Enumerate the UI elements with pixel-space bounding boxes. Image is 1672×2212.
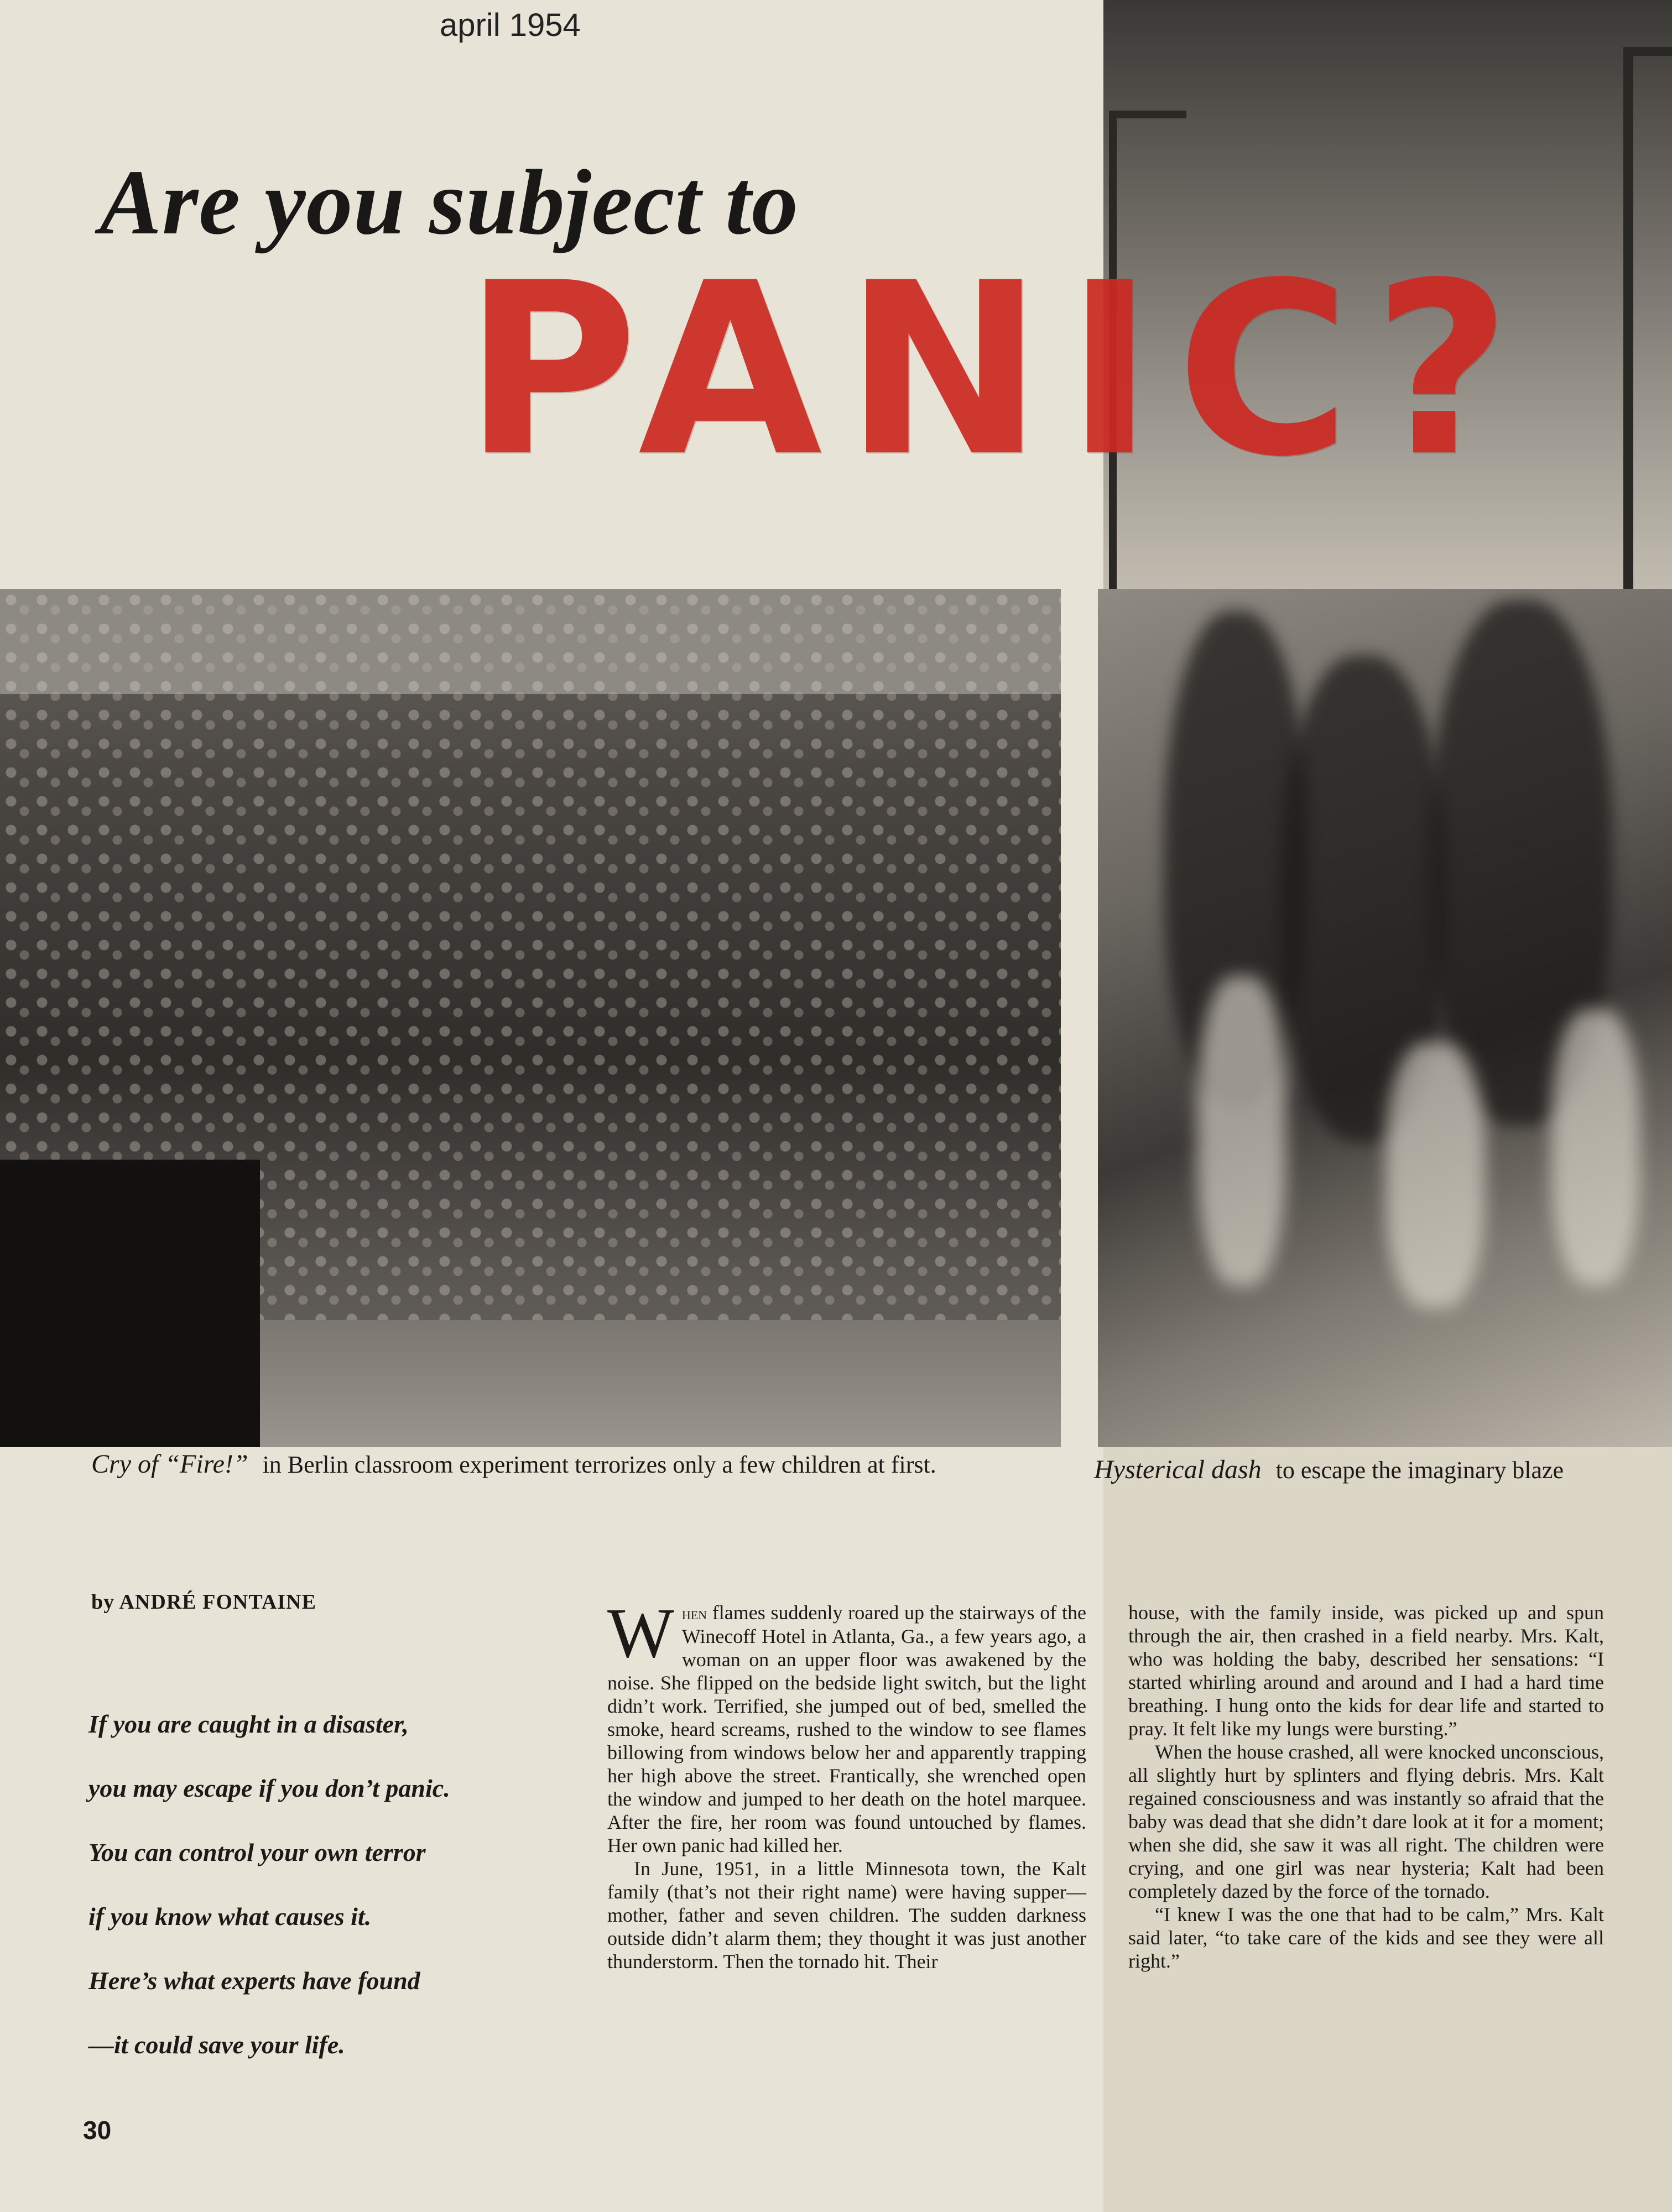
article-paragraph: When the house crashed, all were knocked unconscious, all slightly hurt by splinters and flying debris. Mrs. Kalt regained consciousness and was instantly so afraid that the baby was dead that she didn’t dare look at it for a moment; when she did, she saw it was all right. The children were crying, and one girl was near hysteria; Kalt had been completely dazed by the force of the tornado. <box>1128 1741 1604 1902</box>
panic-title: PANIC? <box>463 232 1533 509</box>
caption-text: to escape the imaginary blaze <box>1275 1457 1564 1484</box>
deck-line: you may escape if you don’t panic. <box>88 1774 450 1802</box>
article-paragraph: “I knew I was the one that had to be calm,” Mrs. Kalt said later, “to take care of the kids and see they were all right.” <box>1128 1903 1604 1972</box>
door-frame-right-top <box>1623 47 1672 56</box>
paragraph-text: flames suddenly roared up the stairways of the Winecoff Hotel in Atlanta, Ga., a few years ago, a woman on an upper floor was awakened by the noise. She flipped on the bedside light switch, but the light didn’t work. Terrified, she jumped out of bed, smelled the smoke, heard screams, rushed to the window to see flames billowing from windows below her and apparently trapping her high above the street. Frantically, she wrenched open the window and jumped to her death on the hotel marquee. After the fire, her room was found untouched by flames. Her own panic had killed her. <box>607 1601 1086 1856</box>
drop-cap: W <box>607 1594 674 1672</box>
blurred-legs <box>1197 976 1286 1286</box>
blurred-legs <box>1551 1009 1640 1286</box>
lead-in: hen <box>681 1603 707 1623</box>
deck-line: Here’s what experts have found <box>88 1966 420 1995</box>
article-paragraph: house, with the family inside, was picked up and spun through the air, then crashed in a field nearby. Mrs. Kalt, who was holding the baby, described her sensations: “I started whirling around and around and I had a hard time breathing. I hung onto the kids for dear life and started to pray. It felt like my lungs were bursting.” <box>1128 1601 1604 1740</box>
headline: Are you subject to <box>100 151 799 254</box>
article-paragraph: In June, 1951, in a little Minnesota town, the Kalt family (that’s not their right name) were having supper—mother, father and seven children. The sudden darkness outside didn’t alarm them; they thought it was just another thunderstorm. Then the tornado hit. Their <box>607 1858 1086 1973</box>
caption-text: in Berlin classroom experiment terrorizes only a few children at first. <box>262 1451 936 1478</box>
dateline: april 1954 <box>440 7 581 43</box>
article-column-1 <box>607 1594 1086 1973</box>
photo-caption-left <box>91 1449 936 1479</box>
caption-lead: Cry of “Fire!” <box>91 1449 248 1479</box>
byline: by ANDRÉ FONTAINE <box>91 1590 316 1614</box>
deck <box>88 1692 570 2077</box>
deck-line: If you are caught in a disaster, <box>88 1710 409 1738</box>
deck-line: You can control your own terror <box>88 1838 426 1866</box>
door-frame-right <box>1623 47 1633 625</box>
deck-line: —it could save your life. <box>88 2031 345 2059</box>
article-paragraph <box>607 1594 1086 1857</box>
deck-line: if you know what causes it. <box>88 1902 372 1931</box>
blurred-legs <box>1385 1042 1485 1308</box>
door-frame-top <box>1109 111 1186 118</box>
page-number: 30 <box>83 2116 112 2145</box>
photo-caption-right <box>1094 1454 1564 1485</box>
caption-lead: Hysterical dash <box>1094 1455 1262 1484</box>
teacher-podium <box>0 1160 260 1447</box>
article-column-2 <box>1128 1601 1604 1973</box>
running-children-photo <box>1098 589 1672 1447</box>
classroom-photo <box>0 589 1061 1447</box>
